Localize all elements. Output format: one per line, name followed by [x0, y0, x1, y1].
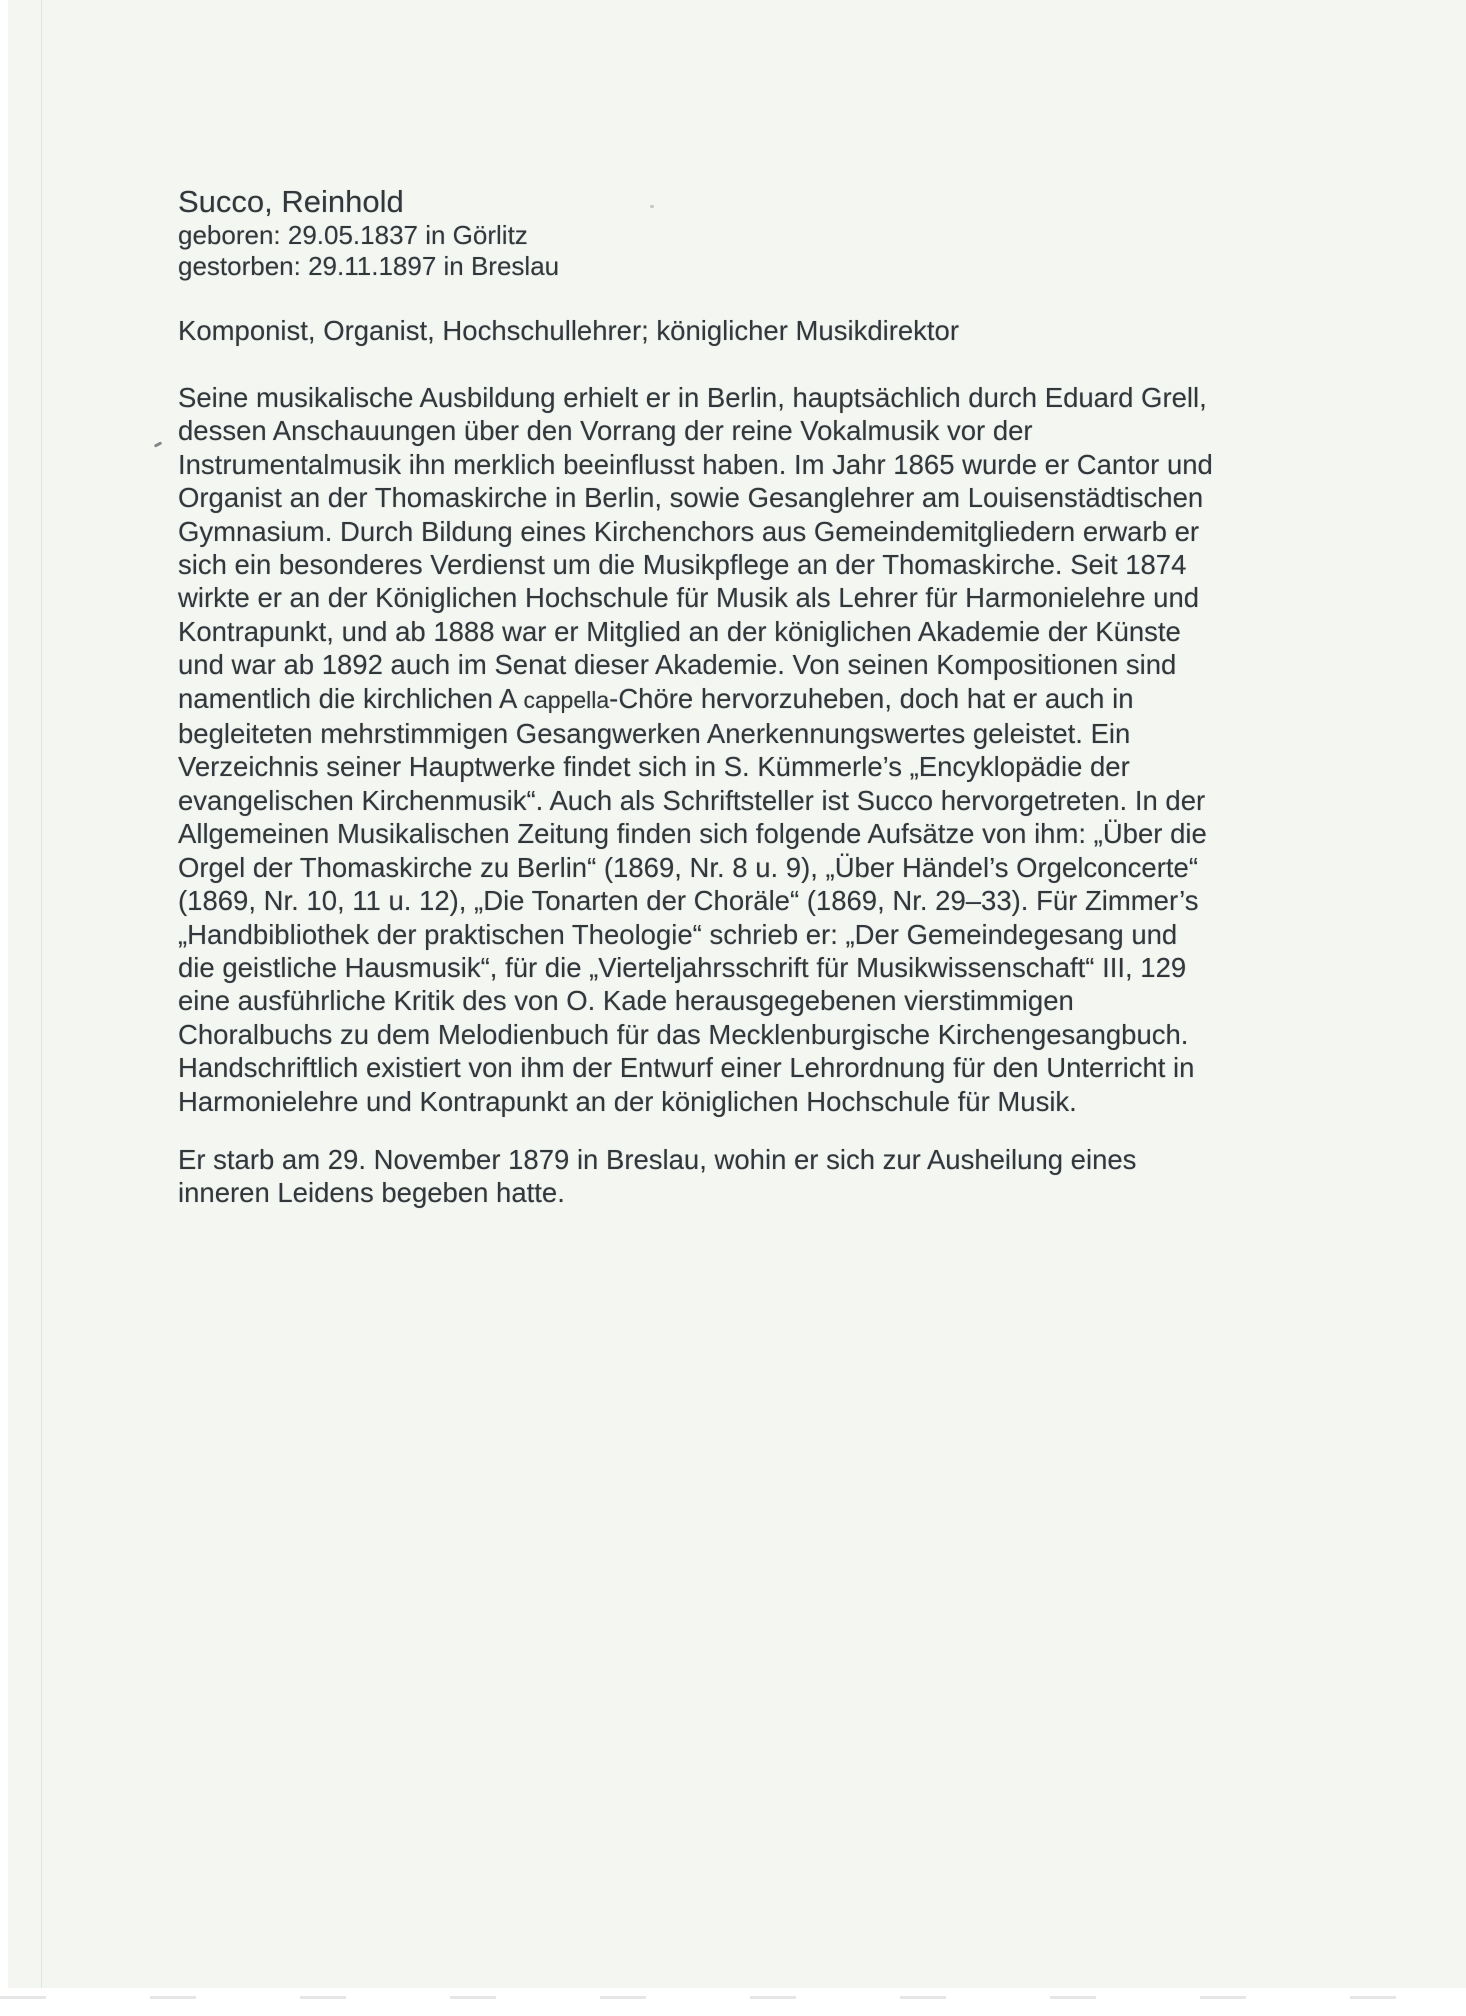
bio-line: Organist an der Thomaskirche in Berlin, sowie Gesanglehrer am Louisenstädtischen	[178, 482, 1204, 514]
bio-line: eine ausführliche Kritik des von O. Kade herausgegebenen vierstimmigen	[178, 985, 1074, 1017]
birth-line: geboren: 29.05.1837 in Görlitz	[178, 220, 528, 250]
bio-line: die geistliche Hausmusik“, für die „Vierteljahrsschrift für Musikwissenschaft“ III, 129	[178, 951, 1187, 983]
ink-speck	[650, 205, 654, 208]
bio-line-cappella	[178, 682, 1418, 717]
bio-line: Handschriftlich existiert von ihm der Entwurf einer Lehrordnung für den Unterricht in	[178, 1052, 1195, 1084]
bio-line: Gymnasium. Durch Bildung eines Kirchenchors aus Gemeindemitgliedern erwarb er	[178, 515, 1200, 547]
obituary-line: Er starb am 29. November 1879 in Breslau, wohin er sich zur Ausheilung eines	[178, 1143, 1137, 1175]
death-line: gestorben: 29.11.1897 in Breslau	[178, 251, 560, 281]
bio-line: und war ab 1892 auch im Senat dieser Akademie. Von seinen Kompositionen sind	[178, 649, 1177, 681]
cappella-small-text: cappella	[523, 686, 610, 713]
bio-line: Instrumentalmusik ihn merklich beeinflusst haben. Im Jahr 1865 wurde er Cantor und	[178, 448, 1213, 480]
scan-left-edge-line	[41, 0, 42, 1988]
bio-line: sich ein besonderes Verdienst um die Musikpflege an der Thomaskirche. Seit 1874	[178, 549, 1187, 581]
bio-line: Choralbuchs zu dem Melodienbuch für das Mecklenburgische Kirchengesangbuch.	[178, 1018, 1189, 1050]
cappella-pre-text: namentlich die kirchlichen A	[178, 682, 524, 714]
bio-line: dessen Anschauungen über den Vorrang der reine Vokalmusik vor der	[178, 415, 1033, 447]
bio-line: begleiteten mehrstimmigen Gesangwerken Anerkennungswertes geleistet. Ein	[178, 718, 1131, 750]
bio-line: Orgel der Thomaskirche zu Berlin“ (1869, Nr. 8 u. 9), „Über Händel’s Orgelconcerte“	[178, 851, 1198, 883]
role-line: Komponist, Organist, Hochschullehrer; königlicher Musikdirektor	[178, 315, 960, 346]
cappella-post-text: -Chöre hervorzuheben, doch hat er auch in	[609, 682, 1134, 714]
bio-line: Verzeichnis seiner Hauptwerke findet sich in S. Kümmerle’s „Encyklopädie der	[178, 751, 1130, 783]
biography-paragraph	[178, 381, 1418, 1118]
bio-line: wirkte er an der Königlichen Hochschule für Musik als Lehrer für Harmonielehre und	[178, 582, 1200, 614]
bio-line: Allgemeinen Musikalischen Zeitung finden sich folgende Aufsätze von ihm: „Über die	[178, 818, 1207, 850]
bio-line: „Handbibliothek der praktischen Theologie“ schrieb er: „Der Gemeindegesang und	[178, 918, 1178, 950]
bio-line: evangelischen Kirchenmusik“. Auch als Schriftsteller ist Succo hervorgetreten. In der	[178, 784, 1206, 816]
scanned-page	[8, 0, 1466, 1988]
scan-bottom-edge	[0, 1996, 1466, 1999]
obituary-line: inneren Leidens begeben hatte.	[178, 1177, 565, 1209]
bio-line: Harmonielehre und Kontrapunkt an der königlichen Hochschule für Musik.	[178, 1085, 1077, 1117]
bio-line: Seine musikalische Ausbildung erhielt er in Berlin, hauptsächlich durch Eduard Grell,	[178, 382, 1207, 413]
ink-speck	[154, 441, 162, 447]
bio-line: Kontrapunkt, und ab 1888 war er Mitglied an der königlichen Akademie der Künste	[178, 615, 1181, 647]
page-title: Succo, Reinhold	[178, 184, 404, 219]
document-content	[178, 0, 1418, 1210]
obituary-paragraph	[178, 1143, 1418, 1210]
bio-line: (1869, Nr. 10, 11 u. 12), „Die Tonarten der Choräle“ (1869, Nr. 29–33). Für Zimmer’s	[178, 885, 1199, 917]
